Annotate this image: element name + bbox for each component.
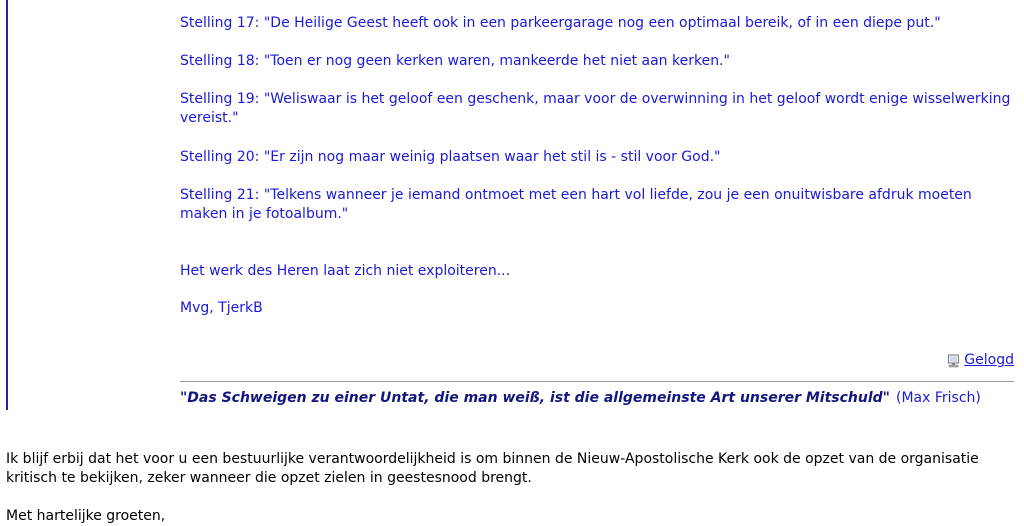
reply-paragraph: Ik blijf erbij dat het voor u een bestuurlijke verantwoordelijkheid is om binnen de Nieuw-Apostolische Kerk ook de opzet van de organisatie kritisch te bekijken, zeker wanneer die opzet zielen in geestesnood brengt.	[6, 451, 979, 486]
statement-18: Stelling 18: "Toen er nog geen kerken waren, mankeerde het niet aan kerken."	[180, 53, 730, 69]
closing-remark: Het werk des Heren laat zich niet exploiteren...	[180, 263, 511, 279]
logged-link[interactable]: Gelogd	[964, 352, 1014, 368]
logged-row	[947, 351, 1014, 370]
signature-author: (Max Frisch)	[895, 390, 981, 406]
author-greeting: Mvg, TjerkB	[180, 300, 263, 316]
signature-quote: "Das Schweigen zu einer Untat, die man weiß, ist die allgemeinste Art unserer Mitschuld"	[180, 390, 890, 406]
reply-greeting: Met hartelijke groeten,	[6, 508, 166, 524]
statement-20: Stelling 20: "Er zijn nog maar weinig plaatsen waar het stil is - stil voor God."	[180, 149, 721, 165]
logged-ip-icon	[947, 354, 960, 368]
statement-17: Stelling 17: "De Heilige Geest heeft ook in een parkeergarage nog een optimaal bereik, of in een diepe put."	[180, 15, 941, 31]
quoted-post	[6, 0, 1020, 410]
statement-19: Stelling 19: "Weliswaar is het geloof een geschenk, maar voor de overwinning in het geloof wordt enige wisselwerking vereist."	[180, 91, 1011, 126]
signature	[180, 389, 981, 408]
statement-21: Stelling 21: "Telkens wanneer je iemand ontmoet met een hart vol liefde, zou je een onuitwisbare afdruk moeten maken in je fotoalbum."	[180, 187, 972, 222]
signature-divider	[180, 381, 1014, 382]
